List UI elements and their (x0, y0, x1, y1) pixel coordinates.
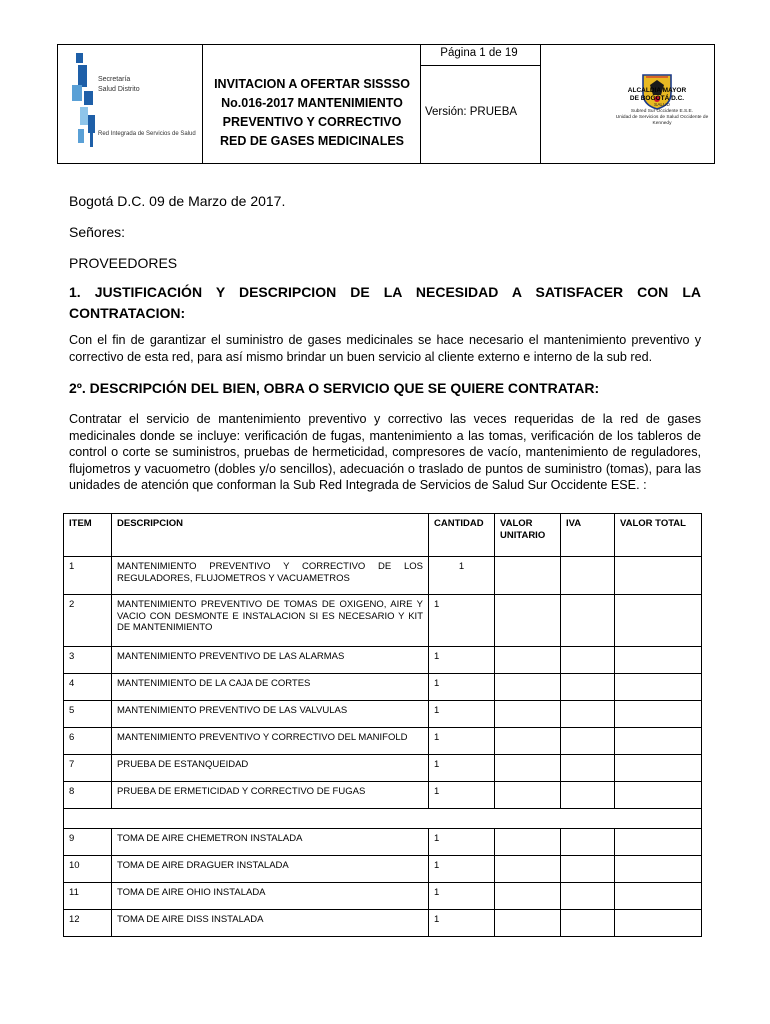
title-line-3: PREVENTIVO Y CORRECTIVO (222, 115, 402, 129)
table-row (64, 674, 702, 701)
section-1-title (69, 282, 701, 324)
cell-desc: PRUEBA DE ESTANQUEIDAD (112, 755, 429, 782)
cell-valor-total (615, 701, 702, 728)
cell-valor-unitario (495, 829, 561, 856)
section-1-title-line-2: CONTRATACION: (69, 305, 186, 321)
alcaldia-sub-1: SALUD (654, 103, 670, 108)
cell-iva (561, 856, 615, 883)
cell-desc: TOMA DE AIRE OHIO INSTALADA (112, 883, 429, 910)
cell-qty: 1 (429, 647, 495, 674)
title-line-1: INVITACION A OFERTAR SISSSO (214, 77, 410, 91)
cell-item: 2 (64, 595, 112, 647)
cell-valor-unitario (495, 647, 561, 674)
table-row (64, 910, 702, 937)
cell-item: 12 (64, 910, 112, 937)
document-title (206, 75, 418, 151)
alcaldia-name (606, 87, 708, 103)
cell-desc: MANTENIMIENTO PREVENTIVO Y CORRECTIVO DE LOS REGULADORES, FLUJOMETROS Y VACUAMETROS (112, 557, 429, 595)
table-row (64, 829, 702, 856)
cell-item: 11 (64, 883, 112, 910)
cell-item: 6 (64, 728, 112, 755)
cell-iva (561, 595, 615, 647)
cell-item: 5 (64, 701, 112, 728)
cell-iva (561, 674, 615, 701)
col-header-cantidad: CANTIDAD (429, 514, 495, 557)
cell-iva (561, 910, 615, 937)
cell-valor-unitario (495, 701, 561, 728)
table-row (64, 595, 702, 647)
cell-valor-total (615, 557, 702, 595)
table-row (64, 701, 702, 728)
col-header-item: ITEM (64, 514, 112, 557)
cell-qty: 1 (429, 910, 495, 937)
page-label: Página 1 de (440, 47, 502, 59)
cell-valor-total (615, 856, 702, 883)
cell-valor-unitario (495, 910, 561, 937)
cell-desc: MANTENIMIENTO PREVENTIVO DE LAS ALARMAS (112, 647, 429, 674)
secretaria-salud-logo (66, 51, 200, 151)
cell-valor-total (615, 883, 702, 910)
cell-iva (561, 782, 615, 809)
section-1-title-line-1: 1. JUSTIFICACIÓN Y DESCRIPCION DE LA NECESIDAD A SATISFACER CON LA (69, 284, 701, 300)
cell-iva (561, 728, 615, 755)
cell-qty: 1 (429, 557, 495, 595)
cell-valor-total (615, 674, 702, 701)
cell-qty: 1 (429, 701, 495, 728)
cell-valor-total (615, 728, 702, 755)
cell-valor-unitario (495, 674, 561, 701)
left-logo-line-2: Salud Distrito (98, 86, 140, 93)
cell-item: 7 (64, 755, 112, 782)
cell-valor-unitario (495, 883, 561, 910)
cell-iva (561, 829, 615, 856)
page-indicator (419, 47, 539, 59)
cell-desc: TOMA DE AIRE DISS INSTALADA (112, 910, 429, 937)
cell-desc: MANTENIMIENTO PREVENTIVO DE LAS VALVULAS (112, 701, 429, 728)
title-line-4: RED DE GASES MEDICINALES (219, 134, 405, 148)
cell-valor-unitario (495, 728, 561, 755)
cell-valor-unitario (495, 782, 561, 809)
cell-item: 10 (64, 856, 112, 883)
cell-qty: 1 (429, 856, 495, 883)
cell-iva (561, 557, 615, 595)
cell-item: 9 (64, 829, 112, 856)
cell-desc: TOMA DE AIRE DRAGUER INSTALADA (112, 856, 429, 883)
alcaldia-line-1: ALCALDIA MAYOR (627, 87, 687, 94)
table-header-row (64, 514, 702, 557)
col-header-iva: IVA (561, 514, 615, 557)
table-row (64, 883, 702, 910)
table-row (64, 755, 702, 782)
col-header-descripcion: DESCRIPCION (112, 514, 429, 557)
table-row (64, 782, 702, 809)
date-line: Bogotá D.C. 09 de Marzo de 2017. (69, 193, 286, 209)
cell-qty: 1 (429, 755, 495, 782)
document-header (57, 44, 715, 164)
cell-iva (561, 701, 615, 728)
page-total: 19 (504, 47, 518, 59)
cell-valor-total (615, 910, 702, 937)
cell-desc: MANTENIMIENTO DE LA CAJA DE CORTES (112, 674, 429, 701)
cell-qty: 1 (429, 728, 495, 755)
cell-desc: TOMA DE AIRE CHEMETRON INSTALADA (112, 829, 429, 856)
cell-qty: 1 (429, 829, 495, 856)
alcaldia-line-2: DE BOGOTÁ D.C. (629, 95, 685, 102)
cell-item: 4 (64, 674, 112, 701)
cell-desc: MANTENIMIENTO PREVENTIVO DE TOMAS DE OXIGENO, AIRE Y VACIO CON DESMONTE E INSTALACION SI ES NECESARIO Y KIT DE MANTENIMIENTO (112, 595, 429, 647)
version-label: Versión: PRUEBA (425, 106, 518, 118)
cell-valor-total (615, 755, 702, 782)
cell-item: 8 (64, 782, 112, 809)
section-1-body: Con el fin de garantizar el suministro de gases medicinales se hace necesario el mantenimiento preventivo y correctivo de esta red, para así mismo brindar un buen servicio al cliente externo e interno de la sub red. (69, 333, 701, 364)
salutation: Señores: (69, 224, 126, 240)
recipients: PROVEEDORES (69, 255, 178, 271)
cell-qty: 1 (429, 782, 495, 809)
table-spacer-row (64, 809, 702, 829)
cell-desc: MANTENIMIENTO PREVENTIVO Y CORRECTIVO DEL MANIFOLD (112, 728, 429, 755)
table-row (64, 728, 702, 755)
cell-valor-total (615, 782, 702, 809)
cell-valor-total (615, 595, 702, 647)
col-header-valor-total: VALOR TOTAL (615, 514, 702, 557)
section-2-title: 2º. DESCRIPCIÓN DEL BIEN, OBRA O SERVICIO QUE SE QUIERE CONTRATAR: (69, 380, 600, 396)
cell-valor-unitario (495, 557, 561, 595)
cell-item: 1 (64, 557, 112, 595)
table-row (64, 557, 702, 595)
cell-valor-total (615, 647, 702, 674)
col-header-valor-unitario: VALOR UNITARIO (495, 514, 561, 557)
title-line-2: No.016-2017 MANTENIMIENTO (221, 96, 403, 110)
table-row (64, 856, 702, 883)
cell-valor-unitario (495, 856, 561, 883)
cell-valor-unitario (495, 595, 561, 647)
section-2-body: Contratar el servicio de mantenimiento preventivo y correctivo las veces requeridas de la red de gases medicinales donde se incluye: verificación de fugas, mantenimiento a las tomas, verificación de los tableros de control o corte se suministros, pruebas de hermeticidad, compresores de vacío, mantenimiento de reguladores, flujometros y vacuometro (dobles y/o sencillos), adecuación o traslado de puntos de suministro (tomas), para las unidades de atención que conforman la Sub Red Integrada de Servicios de Salud Sur Occidente ESE. : (69, 412, 701, 492)
cell-qty: 1 (429, 674, 495, 701)
cell-qty: 1 (429, 883, 495, 910)
spacer-cell (64, 809, 702, 829)
cell-item: 3 (64, 647, 112, 674)
alcaldia-sub-2: Subred Sur Occidente E.S.E. (630, 109, 694, 114)
cell-iva (561, 755, 615, 782)
alcaldia-subtitle (606, 103, 718, 127)
items-table (63, 513, 702, 937)
cell-qty: 1 (429, 595, 495, 647)
left-logo-line-3: Red Integrada de Servicios de Salud (98, 131, 196, 137)
cell-desc: PRUEBA DE ERMETICIDAD Y CORRECTIVO DE FUGAS (112, 782, 429, 809)
cell-valor-unitario (495, 755, 561, 782)
cell-iva (561, 883, 615, 910)
cell-valor-total (615, 829, 702, 856)
alcaldia-sub-3: Unidad de Servicios de Salud Occidente de Kennedy (615, 115, 709, 126)
cell-iva (561, 647, 615, 674)
left-logo-line-1: Secretaría (98, 76, 131, 83)
table-row (64, 647, 702, 674)
